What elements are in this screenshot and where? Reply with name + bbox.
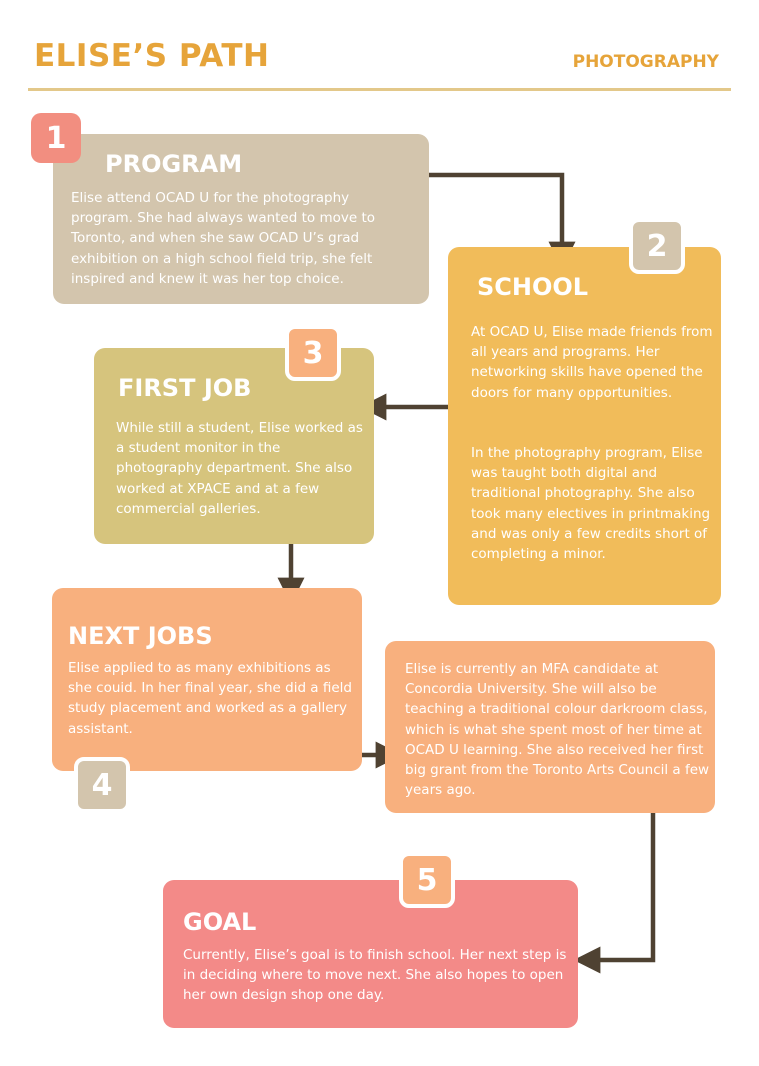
step-school-text-1: At OCAD U, Elise made friends from all years and programs. Her networking skills have opened the doors for many opportunities. <box>471 324 713 401</box>
step-goal-heading: GOAL <box>183 908 257 936</box>
step-current-text: Elise is currently an MFA candidate at Concordia University. She will also be teaching a traditional colour darkroom class, which is what she spent most of her time at OCAD U learning. She also received her first big grant from the Toronto Arts Council a few years ago. <box>405 661 710 799</box>
step-school-heading: SCHOOL <box>477 273 589 301</box>
step-current-box <box>385 641 715 813</box>
step-school-box <box>448 247 721 605</box>
page-subtitle: PHOTOGRAPHY <box>572 52 719 72</box>
page-title: ELISE’S PATH <box>34 38 270 74</box>
step-first-job-heading: FIRST JOB <box>118 374 252 402</box>
step-first-job-text: While still a student, Elise worked as a student monitor in the photography department. She also worked at XPACE and at a few commercial galleries. <box>116 420 363 517</box>
arrow-current-to-goal <box>586 806 653 960</box>
arrow-program-to-school <box>410 175 562 256</box>
step-school-text-2: In the photography program, Elise was taught both digital and traditional photography. She also took many electives in printmaking and was only a few credits short of completing a minor. <box>471 445 711 563</box>
step-4-badge: 4 <box>74 757 130 813</box>
step-next-jobs-text: Elise applied to as many exhibitions as she couid. In her final year, she did a field study placement and worked as a gallery assistant. <box>68 660 352 737</box>
step-5-badge: 5 <box>399 852 455 908</box>
step-2-badge: 2 <box>629 218 685 274</box>
step-program-box <box>53 134 429 304</box>
step-next-jobs-heading: NEXT JOBS <box>68 622 213 650</box>
step-3-badge: 3 <box>285 325 341 381</box>
step-next-jobs-box <box>52 588 362 771</box>
step-1-badge: 1 <box>31 113 81 163</box>
step-goal-text: Currently, Elise’s goal is to finish school. Her next step is in deciding where to move next. She also hopes to open her own design shop one day. <box>183 947 567 1004</box>
step-program-text: Elise attend OCAD U for the photography program. She had always wanted to move to Toronto, and when she saw OCAD U’s grad exhibition on a high school field trip, she felt inspired and knew it was her top choice. <box>71 190 375 287</box>
step-goal-box <box>163 880 578 1028</box>
step-program-heading: PROGRAM <box>105 150 243 178</box>
